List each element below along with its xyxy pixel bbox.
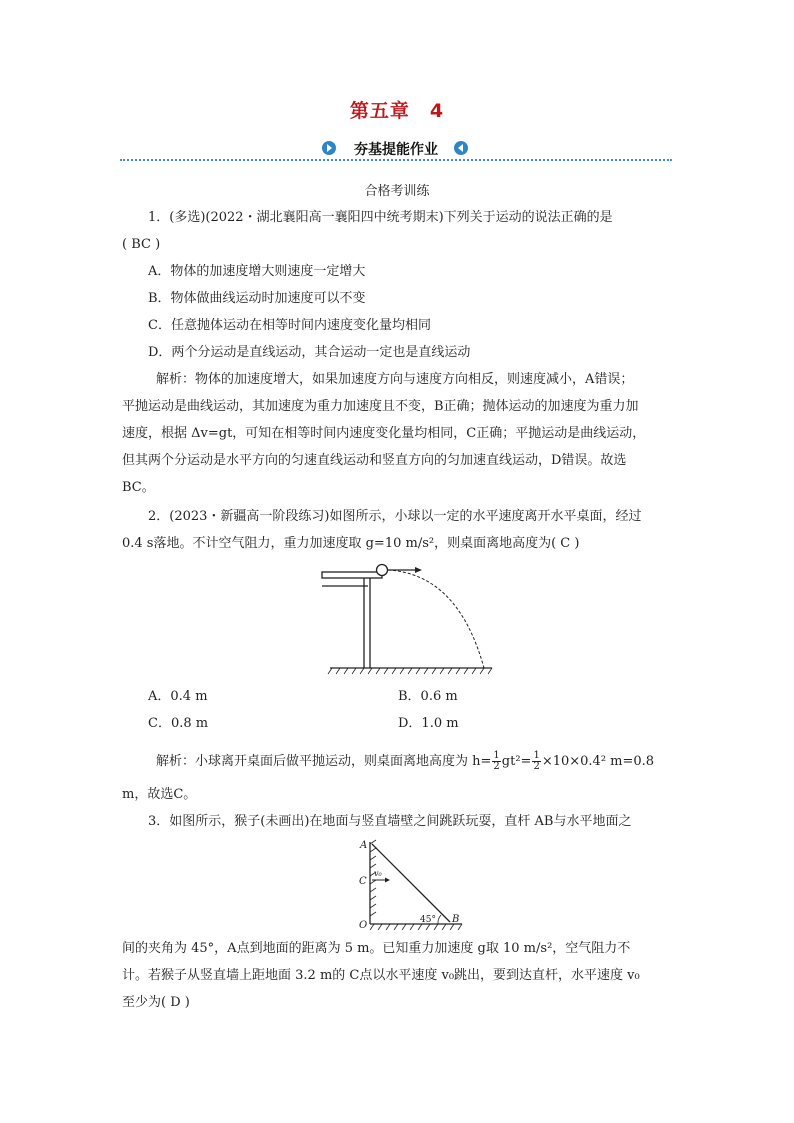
q3-stem-line4: 至少为( D )	[122, 995, 190, 1010]
q2-analysis-mid: gt²=	[501, 754, 532, 769]
page-title: 第五章 4	[349, 100, 445, 122]
section-title: 合格考训练	[364, 184, 430, 199]
q1-analysis-line5: BC。	[122, 480, 155, 495]
q2-option-a: A．0.4 m	[148, 689, 208, 704]
arrow-head-icon	[385, 878, 390, 883]
table-top	[322, 572, 382, 578]
q2-stem-line2: 0.4 s落地。不计空气阻力，重力加速度取 g=10 m/s²，则桌面离地高度为( C )	[122, 536, 580, 551]
banner-label: 夯基提能作业	[354, 142, 438, 158]
q1-analysis-line2: 平抛运动是曲线运动，其加速度为重力加速度且不变，B正确；抛体运动的加速度为重力加	[122, 399, 639, 414]
label-b: B	[452, 914, 460, 925]
ball	[377, 565, 388, 576]
q1-analysis-line1: 解析：物体的加速度增大，如果加速度方向与速度方向相反，则速度减小，A错误；	[156, 372, 634, 387]
q3-stem-line1: 3．如图所示，猴子(未画出)在地面与竖直墙壁之间跳跃玩耍，直杆 AB与水平地面之	[148, 814, 632, 829]
fraction-numerator: 1	[493, 750, 500, 761]
label-o: O	[359, 920, 368, 931]
ground-hatching	[370, 924, 462, 930]
arrow-head-icon	[415, 567, 422, 573]
q3-stem-line2: 间的夹角为 45°，A点到地面的距离为 5 m。已知重力加速度 g取 10 m/s²，空气阻力不	[122, 941, 631, 956]
ground-hatching	[328, 668, 492, 674]
fraction	[532, 751, 540, 772]
label-c: C	[359, 876, 367, 887]
arrow-left-icon	[454, 141, 468, 155]
fraction-numerator: 1	[533, 750, 540, 761]
angle-arc	[438, 915, 441, 924]
q2-analysis-line1	[156, 751, 654, 772]
q2-option-d: D．1.0 m	[398, 716, 459, 731]
wall-pole-figure	[352, 836, 472, 932]
q1-analysis-line4: 但其两个分运动是水平方向的匀速直线运动和竖直方向的匀加速直线运动，D错误。故选	[122, 453, 627, 468]
q1-option-a: A．物体的加速度增大则速度一定增大	[148, 264, 366, 279]
fraction-denominator: 2	[533, 761, 540, 772]
q1-option-c: C．任意抛体运动在相等时间内速度变化量均相同	[148, 318, 431, 333]
wall-hatching	[370, 840, 376, 916]
q1-analysis-line3: 速度，根据 Δv=gt，可知在相等时间内速度变化量均相同，C正确；平抛运动是曲线运动，	[122, 426, 646, 441]
q2-option-c: C．0.8 m	[148, 716, 209, 731]
table-projectile-figure	[318, 560, 494, 676]
dotted-divider	[120, 159, 672, 161]
q1-option-d: D．两个分运动是直线运动，其合运动一定也是直线运动	[148, 345, 471, 360]
q1-stem-line2: ( BC )	[122, 237, 161, 252]
q1-stem-line1: 1．(多选)(2022・湖北襄阳高一襄阳四中统考期末)下列关于运动的说法正确的是	[148, 210, 613, 225]
q1-option-b: B．物体做曲线运动时加速度可以不变	[148, 291, 366, 306]
section-banner	[120, 136, 672, 162]
fraction-denominator: 2	[493, 761, 500, 772]
fraction	[492, 751, 500, 772]
q2-analysis-suffix: ×10×0.4² m=0.8	[541, 754, 655, 769]
q2-stem-line1: 2．(2023・新疆高一阶段练习)如图所示，小球以一定的水平速度离开水平桌面，经过	[148, 509, 642, 524]
q2-analysis-line2: m，故选C。	[122, 787, 197, 802]
q2-analysis-prefix: 解析：小球离开桌面后做平抛运动，则桌面离地高度为 h=	[156, 754, 492, 769]
pole-ab	[372, 844, 450, 922]
label-a: A	[360, 840, 368, 851]
trajectory	[388, 570, 484, 668]
label-angle: 45°	[420, 915, 436, 925]
q3-stem-line3: 计。若猴子从竖直墙上距地面 3.2 m的 C点以水平速度 v₀跳出，要到达直杆，水平速度 v₀	[122, 968, 640, 983]
label-v0: v₀	[374, 869, 382, 878]
q2-option-b: B．0.6 m	[398, 689, 458, 704]
